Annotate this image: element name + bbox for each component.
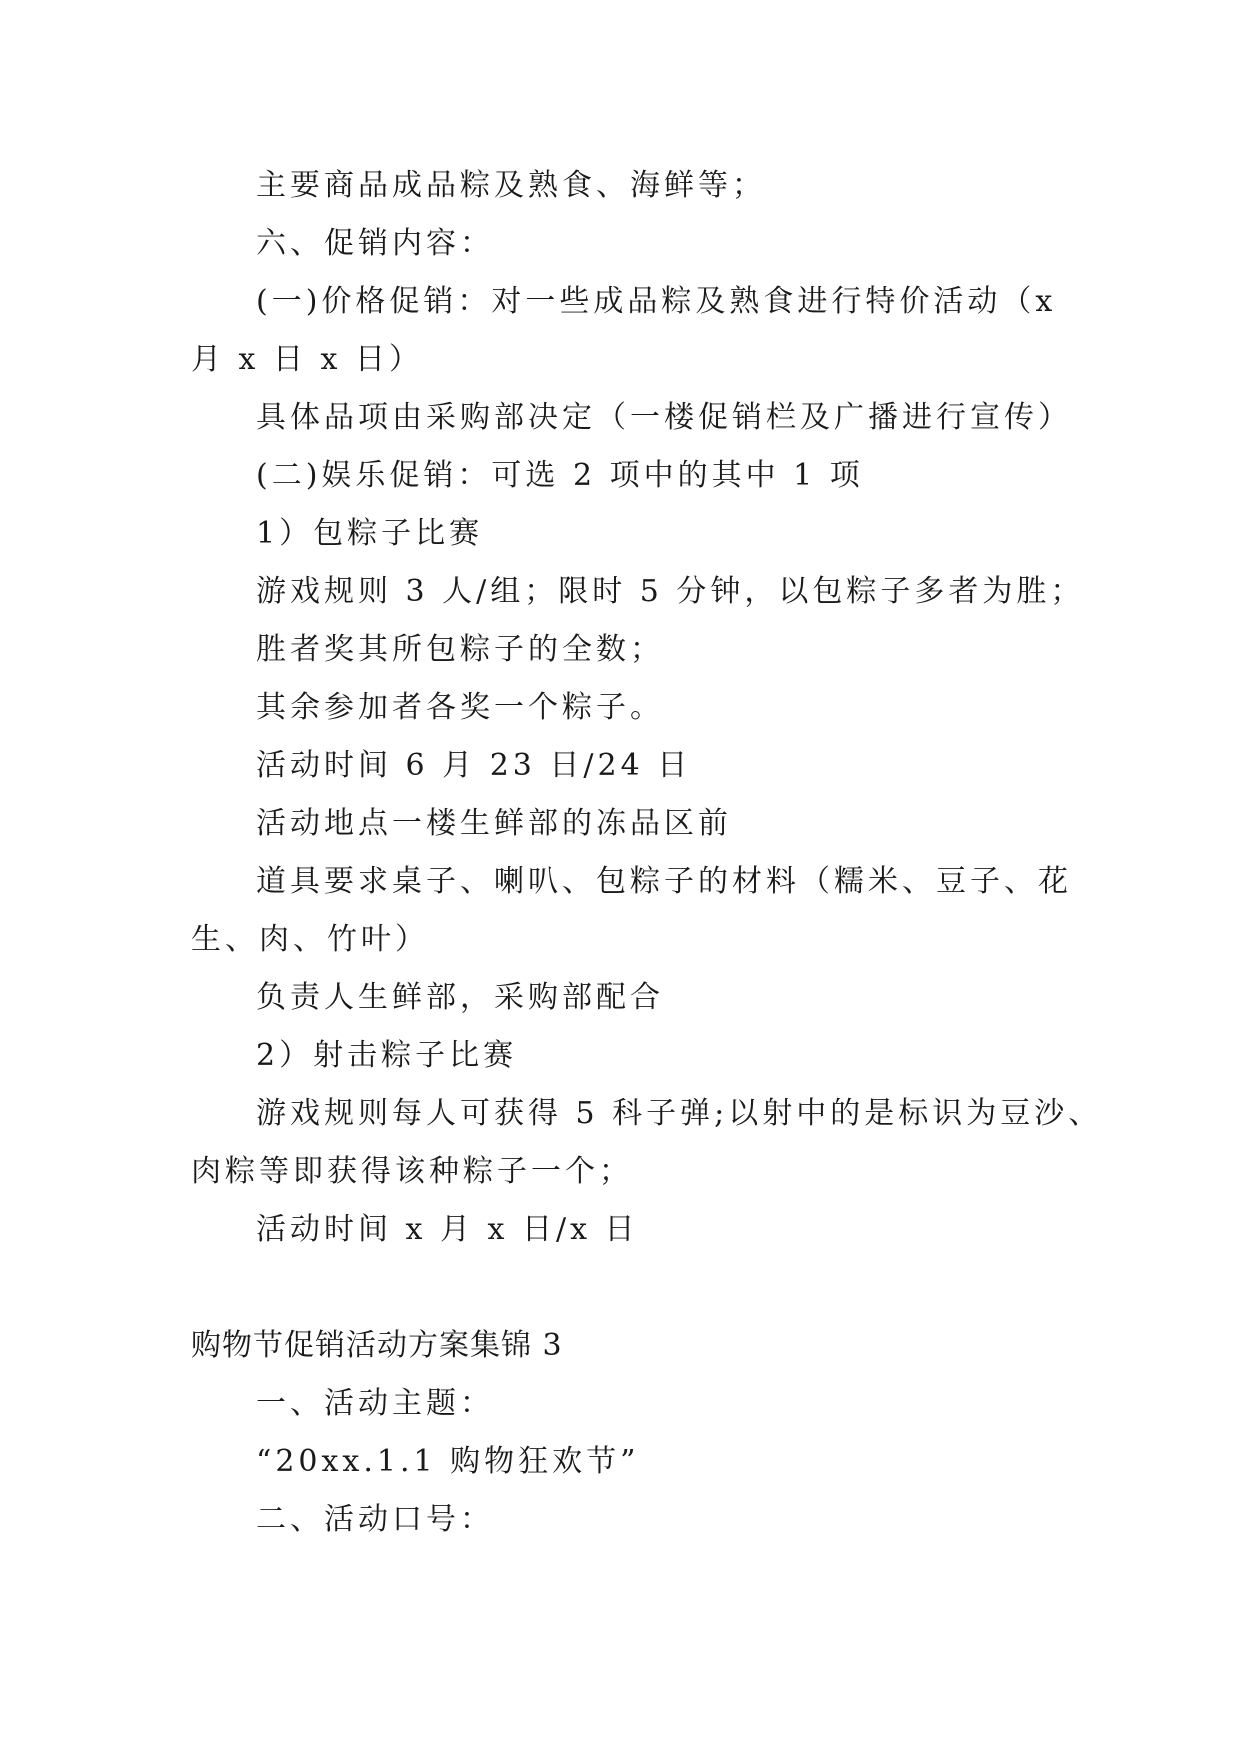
paragraph-line: 负责人生鲜部，采购部配合 [256,980,664,1015]
section-heading: 二、活动口号： [256,1502,494,1537]
paragraph-line-continued: 生、肉、竹叶） [191,922,429,957]
document-section-title: 购物节促销活动方案集锦 3 [191,1328,563,1363]
section-heading: 六、促销内容： [256,226,494,261]
section-heading: 一、活动主题： [256,1386,494,1421]
paragraph-line: 活动时间 6 月 23 日/24 日 [256,748,692,783]
paragraph-line: “20xx.1.1 购物狂欢节” [256,1444,640,1479]
paragraph-line: 游戏规则 3 人/组；限时 5 分钟，以包粽子多者为胜； [256,574,1085,609]
list-item: 2）射击粽子比赛 [256,1038,518,1073]
paragraph-line: 主要商品成品粽及熟食、海鲜等； [256,168,766,203]
paragraph-line: (二)娱乐促销：可选 2 项中的其中 1 项 [256,458,864,493]
paragraph-line: 胜者奖其所包粽子的全数； [256,632,664,667]
list-item: 1）包粽子比赛 [256,516,484,551]
paragraph-line-continued: 肉粽等即获得该种粽子一个； [191,1154,633,1189]
paragraph-line-continued: 月 x 日 x 日） [191,342,423,377]
paragraph-line: 活动时间 x 月 x 日/x 日 [256,1212,639,1247]
paragraph-line: 具体品项由采购部决定（一楼促销栏及广播进行宣传） [256,400,1072,435]
paragraph-line: 其余参加者各奖一个粽子。 [256,690,664,725]
paragraph-line: 道具要求桌子、喇叭、包粽子的材料（糯米、豆子、花 [256,864,1072,899]
paragraph-line: 游戏规则每人可获得 5 科子弹;以射中的是标识为豆沙、 [256,1096,1103,1131]
paragraph-line: (一)价格促销：对一些成品粽及熟食进行特价活动（x [256,284,1057,319]
paragraph-line: 活动地点一楼生鲜部的冻品区前 [256,806,732,841]
